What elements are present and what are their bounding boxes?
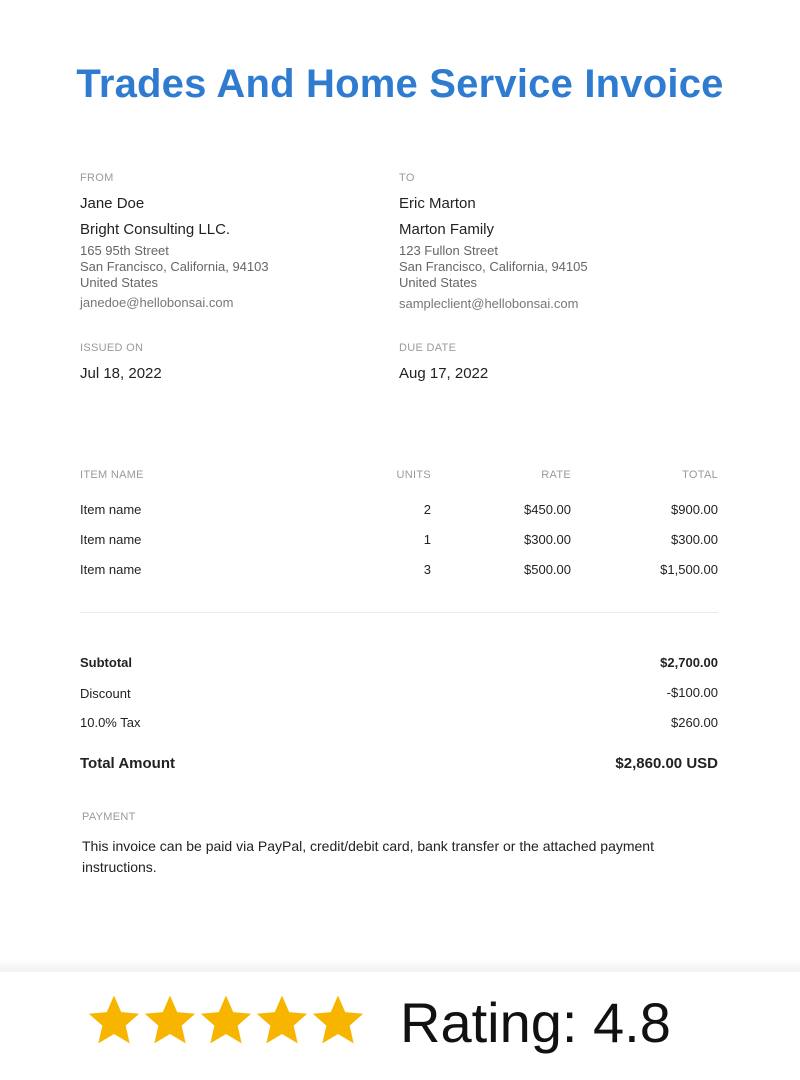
from-name: Jane Doe [80,195,145,212]
table-divider [80,612,718,613]
header-item-name: ITEM NAME [80,469,144,481]
from-street: 165 95th Street [80,243,169,258]
from-label: FROM [80,172,114,184]
to-name: Eric Marton [399,195,476,212]
to-email: sampleclient@hellobonsai.com [399,296,579,311]
total-amount-value: $2,860.00 USD [615,755,718,772]
row-total: $900.00 [671,502,718,517]
row-rate: $450.00 [524,502,571,517]
row-item-name: Item name [80,532,142,547]
subtotal-label: Subtotal [80,655,132,670]
header-units: UNITS [396,469,431,481]
row-units: 1 [423,532,431,547]
star-icon [254,992,310,1048]
total-amount-label: Total Amount [80,755,175,772]
from-country: United States [80,275,159,290]
tax-value: $260.00 [671,715,718,730]
due-label: DUE DATE [399,342,457,354]
header-total: TOTAL [682,469,718,481]
to-country: United States [399,275,478,290]
discount-label: Discount [80,686,131,701]
tax-label: 10.0% Tax [80,715,141,730]
row-item-name: Item name [80,562,142,577]
row-rate: $500.00 [524,562,571,577]
issued-label: ISSUED ON [80,342,144,354]
invoice-title: Trades And Home Service Invoice [76,62,724,106]
row-total: $300.00 [671,532,718,547]
payment-text: This invoice can be paid via PayPal, credit/debit card, bank transfer or the attached payment instructions. [82,838,654,875]
to-company: Marton Family [399,221,495,238]
row-rate: $300.00 [524,532,571,547]
to-street: 123 Fullon Street [399,243,499,258]
to-label: TO [399,172,415,184]
discount-value: -$100.00 [666,685,718,700]
payment-label: PAYMENT [82,811,136,823]
from-company: Bright Consulting LLC. [80,221,231,238]
rating-text: Rating: 4.8 [400,991,671,1054]
to-city: San Francisco, California, 94105 [399,259,588,274]
row-total: $1,500.00 [660,562,718,577]
row-units: 2 [423,502,431,517]
star-icon [142,992,198,1048]
star-icon [198,992,254,1048]
footer-shadow [0,958,800,972]
star-icon [86,992,142,1048]
subtotal-value: $2,700.00 [660,655,718,670]
rating-stars [86,992,366,1052]
header-rate: RATE [541,469,571,481]
star-icon [310,992,366,1048]
row-units: 3 [423,562,431,577]
issued-date: Jul 18, 2022 [80,365,162,382]
due-date: Aug 17, 2022 [399,365,489,382]
from-email: janedoe@hellobonsai.com [80,295,234,310]
from-city: San Francisco, California, 94103 [80,259,269,274]
row-item-name: Item name [80,502,142,517]
